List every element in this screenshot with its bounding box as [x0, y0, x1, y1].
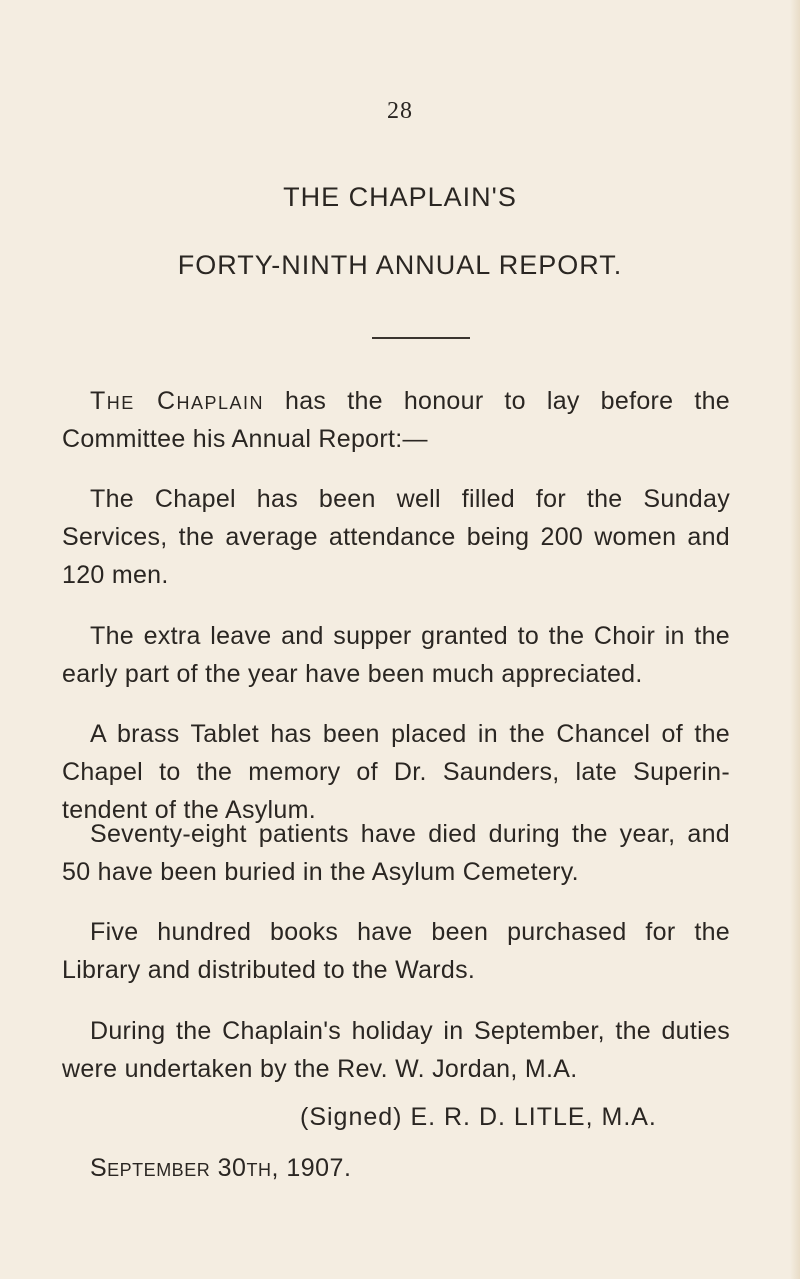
paragraph-intro — [62, 382, 730, 458]
deaths-text: Seventy-eight patients have died during the year, and 50 have been buried in the Asylum Cemetery. — [62, 820, 730, 886]
holiday-text: During the Chaplain's holiday in September, the duties were undertaken by the Rev. W. Jordan, M.A. — [62, 1017, 730, 1083]
report-subtitle: FORTY-NINTH ANNUAL REPORT. — [177, 250, 623, 280]
paragraph-holiday — [62, 1012, 730, 1088]
paragraph-books — [62, 913, 730, 989]
chapel-text: The Chapel has been well filled for the Sunday Services, the average attendance being 200 women and 120 men. — [62, 485, 730, 589]
tablet-text: A brass Tablet has been placed in the Chancel of the Chapel to the memory of Dr. Saunders, late Superin-tendent of the Asylum. — [62, 720, 730, 824]
paragraph-deaths — [62, 815, 730, 891]
paragraph-choir — [62, 617, 730, 693]
intro-text: has the honour to lay before the Committee his Annual Report:— — [62, 387, 730, 453]
paragraph-tablet — [62, 715, 730, 829]
page-number: 28 — [387, 98, 413, 124]
books-text: Five hundred books have been purchased for the Library and distributed to the Wards. — [62, 918, 730, 984]
report-title: THE CHAPLAIN'S — [283, 182, 517, 212]
title-divider — [372, 337, 470, 339]
paragraph-chapel — [62, 480, 730, 594]
report-date: September 30th, 1907. — [90, 1154, 352, 1182]
choir-text: The extra leave and supper granted to the Choir in the early part of the year have been much appreciated. — [62, 622, 730, 688]
signature: (Signed) E. R. D. LITLE, M.A. — [300, 1103, 657, 1131]
intro-lead: The Chaplain — [90, 387, 265, 415]
